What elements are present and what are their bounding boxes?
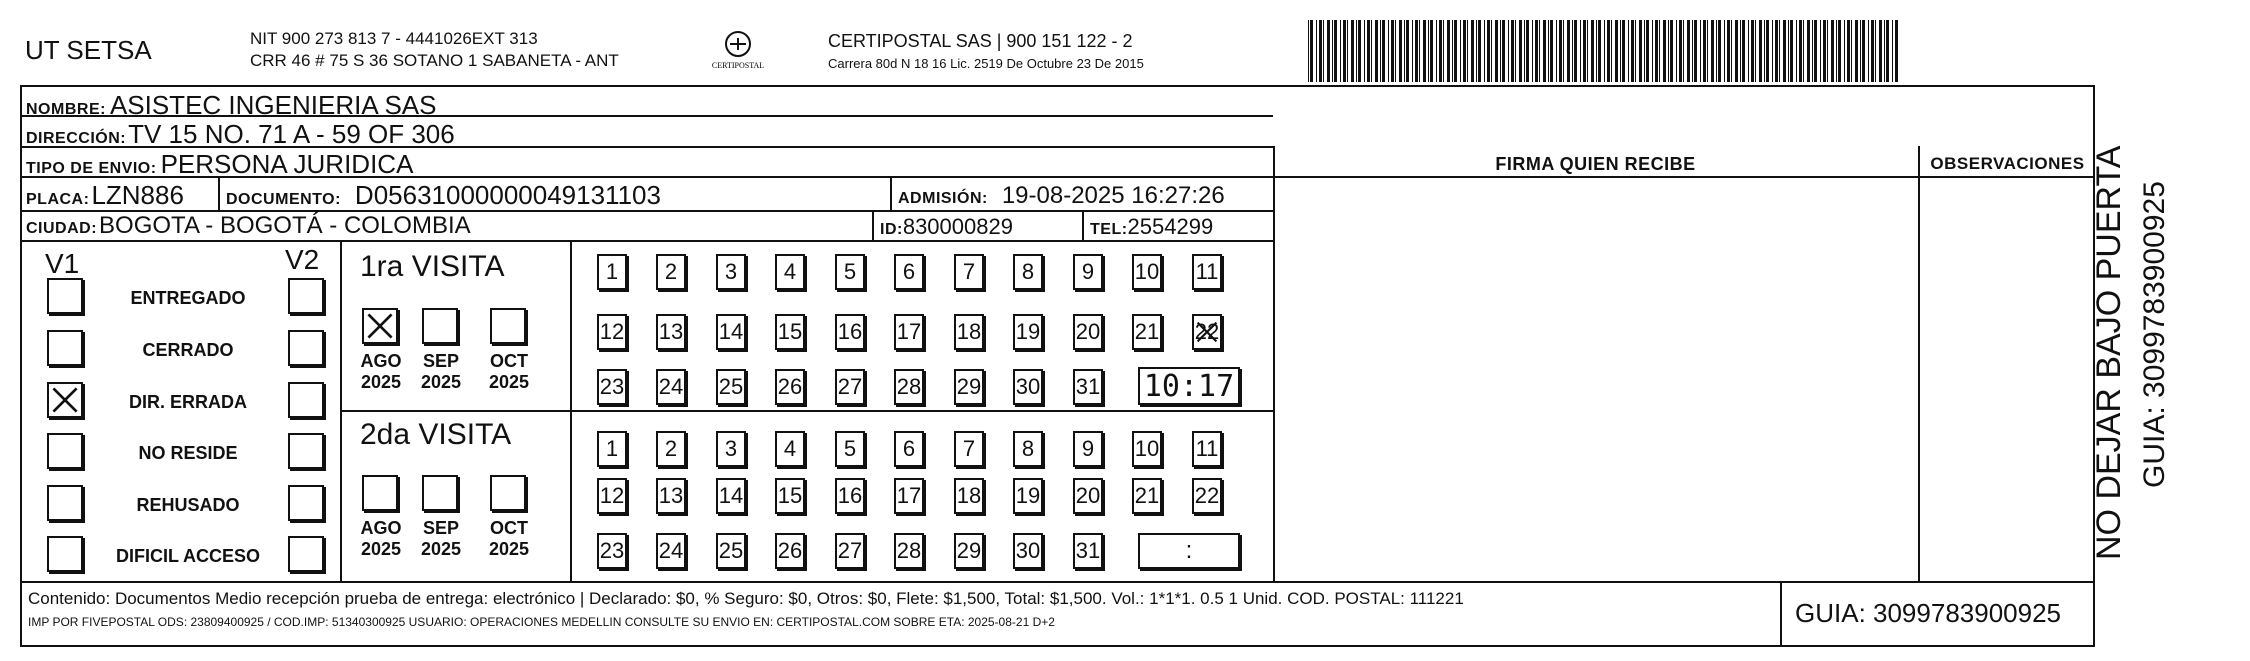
day-box[interactable]: 2 bbox=[656, 254, 686, 290]
barcode-bar bbox=[1847, 20, 1850, 82]
barcode-bar bbox=[1631, 20, 1634, 82]
barcode-bar bbox=[1375, 20, 1378, 82]
checkbox-v1[interactable] bbox=[47, 433, 83, 469]
barcode-bar bbox=[1484, 20, 1485, 82]
barcode-bar bbox=[1327, 20, 1330, 82]
visit1-title: 1ra VISITA bbox=[360, 250, 505, 283]
barcode-bar bbox=[1583, 20, 1586, 82]
day-box[interactable]: 24 bbox=[656, 369, 686, 405]
barcode-bar bbox=[1460, 20, 1461, 82]
barcode-bar bbox=[1879, 20, 1882, 82]
day-box[interactable]: 29 bbox=[954, 533, 984, 569]
checkbox-v2[interactable] bbox=[288, 382, 324, 418]
barcode-bar bbox=[1700, 20, 1701, 82]
barcode-bar bbox=[1598, 20, 1601, 82]
day-box[interactable]: 17 bbox=[894, 314, 924, 350]
barcode-bar bbox=[1367, 20, 1370, 82]
checkbox-v2[interactable] bbox=[288, 278, 324, 314]
day-box[interactable]: 14 bbox=[716, 314, 746, 350]
side-warning: NO DEJAR BAJO PUERTA bbox=[2090, 145, 2128, 560]
barcode-bar bbox=[1779, 20, 1780, 82]
barcode-bar bbox=[1727, 20, 1730, 82]
day-box[interactable]: 16 bbox=[835, 314, 865, 350]
barcode-bar bbox=[1812, 20, 1813, 82]
barcode-bar bbox=[1535, 20, 1538, 82]
footer-line2: IMP POR FIVEPOSTAL ODS: 23809400925 / COD.IMP: 51340300925 USUARIO: OPERACIONES MEDELLIN CONSULTE SU ENVIO EN: CERTIPOSTAL.COM SOBRE ETA: 2025-08-21 D+2 bbox=[28, 615, 1055, 629]
barcode-bar bbox=[1596, 20, 1597, 82]
day-box[interactable]: 23 bbox=[597, 533, 627, 569]
barcode-bar bbox=[1838, 20, 1841, 82]
barcode-bar bbox=[1755, 20, 1756, 82]
day-box[interactable]: 2 bbox=[656, 431, 686, 467]
day-box[interactable]: 12 bbox=[597, 314, 627, 350]
day-box[interactable]: 27 bbox=[835, 369, 865, 405]
barcode-bar bbox=[1683, 20, 1684, 82]
barcode-bar bbox=[1580, 20, 1581, 82]
visit2-time-box: : bbox=[1138, 533, 1240, 569]
day-box[interactable]: 1 bbox=[597, 431, 627, 467]
day-box[interactable]: 20 bbox=[1073, 314, 1103, 350]
barcode-bar bbox=[1539, 20, 1540, 82]
day-box[interactable]: 19 bbox=[1013, 314, 1043, 350]
tipo-value: PERSONA JURIDICA bbox=[160, 149, 414, 179]
barcode-bar bbox=[1404, 20, 1405, 82]
barcode-bar bbox=[1399, 20, 1402, 82]
barcode-bar bbox=[1703, 20, 1706, 82]
divider-guia bbox=[1780, 581, 1782, 647]
visit1-time-box: 10:17 bbox=[1138, 367, 1240, 405]
x-mark-icon bbox=[1194, 316, 1220, 348]
divider-firma bbox=[1273, 146, 1275, 581]
day-box[interactable]: 4 bbox=[775, 431, 805, 467]
documento-label: DOCUMENTO: bbox=[226, 191, 341, 208]
checkbox-v1[interactable] bbox=[47, 330, 83, 366]
day-box[interactable]: 22 bbox=[1192, 314, 1222, 350]
barcode-bar bbox=[1775, 20, 1778, 82]
barcode-bar bbox=[1875, 20, 1876, 82]
barcode-bar bbox=[1716, 20, 1717, 82]
barcode-bar bbox=[1395, 20, 1396, 82]
barcode-bar bbox=[1855, 20, 1858, 82]
day-box[interactable]: 21 bbox=[1132, 478, 1162, 514]
barcode bbox=[1308, 20, 1900, 82]
day-box[interactable]: 31 bbox=[1073, 533, 1103, 569]
barcode-bar bbox=[1607, 20, 1610, 82]
day-box[interactable]: 19 bbox=[1013, 478, 1043, 514]
barcode-bar bbox=[1831, 20, 1834, 82]
day-box[interactable]: 22 bbox=[1192, 478, 1222, 514]
barcode-bar bbox=[1358, 20, 1361, 82]
barcode-bar bbox=[1764, 20, 1765, 82]
barcode-bar bbox=[1443, 20, 1444, 82]
placa-value: LZN886 bbox=[91, 180, 184, 210]
day-box[interactable]: 26 bbox=[775, 533, 805, 569]
barcode-bar bbox=[1670, 20, 1673, 82]
certipostal-line: CERTIPOSTAL SAS | 900 151 122 - 2 bbox=[828, 31, 1133, 51]
visit2-title: 2da VISITA bbox=[360, 418, 512, 451]
admision-label: ADMISIÓN: bbox=[898, 190, 988, 207]
barcode-bar bbox=[1319, 20, 1322, 82]
checkbox-v2[interactable] bbox=[288, 485, 324, 521]
day-box[interactable]: 10 bbox=[1132, 254, 1162, 290]
barcode-bar bbox=[1591, 20, 1594, 82]
day-box[interactable]: 15 bbox=[775, 314, 805, 350]
checkbox-v1[interactable] bbox=[47, 382, 83, 418]
barcode-bar bbox=[1711, 20, 1714, 82]
barcode-bar bbox=[1655, 20, 1658, 82]
barcode-bar bbox=[1532, 20, 1533, 82]
month-label: SEP 2025 bbox=[420, 351, 462, 392]
barcode-bar bbox=[1572, 20, 1573, 82]
certipostal-logo bbox=[708, 30, 768, 78]
ciudad-label: CIUDAD: bbox=[26, 220, 98, 237]
barcode-bar bbox=[1563, 20, 1564, 82]
divider-obs bbox=[1918, 146, 1920, 581]
checkbox-v2[interactable] bbox=[288, 536, 324, 572]
barcode-bar bbox=[1548, 20, 1549, 82]
barcode-bar bbox=[1436, 20, 1437, 82]
barcode-bar bbox=[1759, 20, 1762, 82]
barcode-bar bbox=[1628, 20, 1629, 82]
month-checkbox[interactable] bbox=[422, 475, 458, 511]
barcode-bar bbox=[1844, 20, 1845, 82]
barcode-bar bbox=[1491, 20, 1492, 82]
day-box[interactable]: 15 bbox=[775, 478, 805, 514]
barcode-bar bbox=[1526, 20, 1529, 82]
day-box[interactable]: 25 bbox=[716, 533, 746, 569]
barcode-bar bbox=[1860, 20, 1861, 82]
status-label: REHUSADO bbox=[136, 495, 240, 515]
barcode-bar bbox=[1347, 20, 1348, 82]
barcode-bar bbox=[1788, 20, 1789, 82]
month-label: OCT 2025 bbox=[488, 351, 530, 392]
day-box[interactable]: 8 bbox=[1013, 431, 1043, 467]
barcode-bar bbox=[1382, 20, 1385, 82]
barcode-bar bbox=[1659, 20, 1660, 82]
tipo-label: TIPO DE ENVIO: bbox=[26, 160, 157, 177]
barcode-bar bbox=[1615, 20, 1618, 82]
row-line bbox=[20, 581, 2095, 583]
day-box[interactable]: 9 bbox=[1073, 254, 1103, 290]
barcode-bar bbox=[1884, 20, 1885, 82]
barcode-bar bbox=[1820, 20, 1821, 82]
row-line bbox=[20, 240, 1273, 242]
barcode-bar bbox=[1467, 20, 1468, 82]
x-mark-icon bbox=[364, 310, 396, 342]
barcode-bar bbox=[1718, 20, 1721, 82]
barcode-bar bbox=[1308, 20, 1309, 82]
barcode-bar bbox=[1807, 20, 1810, 82]
day-box[interactable]: 1 bbox=[597, 254, 627, 290]
month-checkbox[interactable] bbox=[490, 475, 526, 511]
barcode-bar bbox=[1495, 20, 1498, 82]
day-box[interactable]: 13 bbox=[656, 478, 686, 514]
admision-value: 19-08-2025 16:27:26 bbox=[1001, 182, 1225, 209]
barcode-bar bbox=[1604, 20, 1605, 82]
barcode-bar bbox=[1471, 20, 1474, 82]
barcode-bar bbox=[1340, 20, 1341, 82]
day-box[interactable]: 11 bbox=[1192, 431, 1222, 467]
checkbox-v1[interactable] bbox=[47, 278, 83, 314]
barcode-bar bbox=[1332, 20, 1333, 82]
barcode-bar bbox=[1862, 20, 1865, 82]
barcode-bar bbox=[1707, 20, 1708, 82]
barcode-bar bbox=[1574, 20, 1577, 82]
barcode-bar bbox=[1419, 20, 1420, 82]
placa-label: PLACA: bbox=[26, 191, 90, 208]
day-box[interactable]: 18 bbox=[954, 314, 984, 350]
day-box[interactable]: 4 bbox=[775, 254, 805, 290]
barcode-bar bbox=[1412, 20, 1413, 82]
barcode-bar bbox=[1796, 20, 1797, 82]
barcode-bar bbox=[1463, 20, 1466, 82]
barcode-bar bbox=[1524, 20, 1525, 82]
barcode-bar bbox=[1508, 20, 1509, 82]
barcode-bar bbox=[1724, 20, 1725, 82]
day-box[interactable]: 9 bbox=[1073, 431, 1103, 467]
day-box[interactable]: 13 bbox=[656, 314, 686, 350]
barcode-bar bbox=[1731, 20, 1732, 82]
barcode-bar bbox=[1783, 20, 1786, 82]
barcode-bar bbox=[1428, 20, 1429, 82]
checkbox-v2[interactable] bbox=[288, 433, 324, 469]
barcode-bar bbox=[1380, 20, 1381, 82]
barcode-bar bbox=[1635, 20, 1636, 82]
barcode-bar bbox=[1663, 20, 1666, 82]
day-box[interactable]: 20 bbox=[1073, 478, 1103, 514]
month-label: AGO 2025 bbox=[360, 518, 402, 559]
barcode-bar bbox=[1622, 20, 1625, 82]
barcode-bar bbox=[1316, 20, 1317, 82]
barcode-bar bbox=[1836, 20, 1837, 82]
id-value: 830000829 bbox=[902, 214, 1013, 239]
barcode-bar bbox=[1511, 20, 1514, 82]
day-box[interactable]: 7 bbox=[954, 254, 984, 290]
barcode-bar bbox=[1803, 20, 1804, 82]
month-label: SEP 2025 bbox=[420, 518, 462, 559]
day-box[interactable]: 6 bbox=[894, 254, 924, 290]
day-box[interactable]: 8 bbox=[1013, 254, 1043, 290]
barcode-bar bbox=[1388, 20, 1389, 82]
barcode-bar bbox=[1343, 20, 1346, 82]
divider-admision bbox=[890, 176, 892, 210]
barcode-bar bbox=[1371, 20, 1372, 82]
status-label: DIFICIL ACCESO bbox=[115, 546, 260, 566]
day-box[interactable]: 31 bbox=[1073, 369, 1103, 405]
barcode-bar bbox=[1611, 20, 1612, 82]
barcode-bar bbox=[1827, 20, 1828, 82]
barcode-bar bbox=[1502, 20, 1505, 82]
v1-label: V1 bbox=[45, 248, 80, 279]
barcode-bar bbox=[1676, 20, 1677, 82]
observaciones-header: OBSERVACIONES bbox=[1930, 154, 2085, 173]
barcode-bar bbox=[1748, 20, 1749, 82]
nombre-label: NOMBRE: bbox=[26, 101, 106, 118]
barcode-bar bbox=[1668, 20, 1669, 82]
barcode-bar bbox=[1868, 20, 1869, 82]
company-name: UT SETSA bbox=[25, 35, 152, 65]
barcode-bar bbox=[1814, 20, 1817, 82]
tel-label: TEL: bbox=[1090, 221, 1128, 238]
barcode-bar bbox=[1620, 20, 1621, 82]
day-box[interactable]: 16 bbox=[835, 478, 865, 514]
month-checkbox[interactable] bbox=[362, 475, 398, 511]
barcode-bar bbox=[1679, 20, 1682, 82]
barcode-bar bbox=[1391, 20, 1394, 82]
day-box[interactable]: 26 bbox=[775, 369, 805, 405]
divider-id bbox=[872, 210, 874, 240]
visit-split-line bbox=[340, 410, 1273, 412]
footer-guia: GUIA: 3099783900925 bbox=[1795, 598, 2061, 628]
day-box[interactable]: 3 bbox=[716, 254, 746, 290]
month-label: AGO 2025 bbox=[360, 351, 402, 392]
firma-header-line bbox=[1273, 176, 2093, 178]
side-guia: GUIA: 3099783900925 bbox=[2138, 181, 2171, 488]
barcode-bar bbox=[1487, 20, 1490, 82]
month-checkbox[interactable] bbox=[362, 308, 398, 344]
barcode-bar bbox=[1423, 20, 1426, 82]
barcode-bar bbox=[1543, 20, 1546, 82]
barcode-bar bbox=[1415, 20, 1418, 82]
barcode-bar bbox=[1766, 20, 1769, 82]
barcode-bar bbox=[1452, 20, 1453, 82]
barcode-bar bbox=[1454, 20, 1457, 82]
barcode-bar bbox=[1694, 20, 1697, 82]
day-box[interactable]: 14 bbox=[716, 478, 746, 514]
certipostal-sub: Carrera 80d N 18 16 Lic. 2519 De Octubre 23 De 2015 bbox=[828, 56, 1144, 71]
day-box[interactable]: 30 bbox=[1013, 533, 1043, 569]
barcode-bar bbox=[1447, 20, 1450, 82]
barcode-bar bbox=[1892, 20, 1893, 82]
day-box[interactable]: 28 bbox=[894, 533, 924, 569]
barcode-bar bbox=[1790, 20, 1793, 82]
barcode-bar bbox=[1439, 20, 1442, 82]
barcode-bar bbox=[1364, 20, 1365, 82]
barcode-bar bbox=[1742, 20, 1745, 82]
day-box[interactable]: 6 bbox=[894, 431, 924, 467]
barcode-bar bbox=[1692, 20, 1693, 82]
day-box[interactable]: 25 bbox=[716, 369, 746, 405]
day-box[interactable]: 11 bbox=[1192, 254, 1222, 290]
barcode-bar bbox=[1550, 20, 1553, 82]
barcode-bar bbox=[1559, 20, 1562, 82]
barcode-bar bbox=[1851, 20, 1852, 82]
logo-text: CERTIPOSTAL bbox=[711, 61, 765, 70]
barcode-bar bbox=[1334, 20, 1337, 82]
barcode-bar bbox=[1515, 20, 1516, 82]
status-label: CERRADO bbox=[142, 340, 234, 360]
day-box[interactable]: 28 bbox=[894, 369, 924, 405]
direccion-label: DIRECCIÓN: bbox=[26, 130, 127, 147]
tel-value: 2554299 bbox=[1127, 214, 1214, 239]
day-box[interactable]: 10 bbox=[1132, 431, 1162, 467]
barcode-bar bbox=[1406, 20, 1409, 82]
barcode-bar bbox=[1735, 20, 1738, 82]
barcode-bar bbox=[1323, 20, 1324, 82]
barcode-bar bbox=[1356, 20, 1357, 82]
day-box[interactable]: 29 bbox=[954, 369, 984, 405]
documento-value: D05631000000049131103 bbox=[354, 180, 661, 210]
day-box[interactable]: 7 bbox=[954, 431, 984, 467]
barcode-bar bbox=[1556, 20, 1557, 82]
day-box[interactable]: 24 bbox=[656, 533, 686, 569]
barcode-bar bbox=[1478, 20, 1481, 82]
nit-line: NIT 900 273 813 7 - 4441026EXT 313 bbox=[250, 29, 538, 48]
barcode-bar bbox=[1895, 20, 1898, 82]
barcode-bar bbox=[1567, 20, 1570, 82]
barcode-bar bbox=[1799, 20, 1802, 82]
day-box[interactable]: 5 bbox=[835, 254, 865, 290]
barcode-bar bbox=[1587, 20, 1588, 82]
barcode-bar bbox=[1871, 20, 1874, 82]
footer-line1: Contenido: Documentos Medio recepción prueba de entrega: electrónico | Declarado: $0, % Seguro: $0, Otros: $0, Flete: $1,500, Total: $1,500. Vol.: 1*1*1. 0.5 1 Unid. COD. POSTAL: 111221 bbox=[28, 589, 1464, 608]
barcode-bar bbox=[1646, 20, 1649, 82]
barcode-bar bbox=[1740, 20, 1741, 82]
day-box[interactable]: 3 bbox=[716, 431, 746, 467]
divider-tel bbox=[1082, 210, 1084, 240]
barcode-bar bbox=[1644, 20, 1645, 82]
barcode-bar bbox=[1687, 20, 1690, 82]
checkbox-v1[interactable] bbox=[47, 536, 83, 572]
barcode-bar bbox=[1430, 20, 1433, 82]
month-label: OCT 2025 bbox=[488, 518, 530, 559]
day-box[interactable]: 30 bbox=[1013, 369, 1043, 405]
month-checkbox[interactable] bbox=[490, 308, 526, 344]
day-box[interactable]: 12 bbox=[597, 478, 627, 514]
barcode-bar bbox=[1772, 20, 1773, 82]
divider-placa bbox=[218, 176, 220, 210]
barcode-bar bbox=[1351, 20, 1354, 82]
x-mark-icon bbox=[49, 384, 81, 416]
ciudad-value: BOGOTA - BOGOTÁ - COLOMBIA bbox=[99, 212, 471, 239]
nombre-value: ASISTEC INGENIERIA SAS bbox=[109, 90, 437, 120]
barcode-bar bbox=[1823, 20, 1826, 82]
barcode-bar bbox=[1519, 20, 1522, 82]
checkbox-v2[interactable] bbox=[288, 330, 324, 366]
status-label: DIR. ERRADA bbox=[128, 392, 247, 412]
day-box[interactable]: 17 bbox=[894, 478, 924, 514]
firma-header: FIRMA QUIEN RECIBE bbox=[1495, 154, 1696, 174]
checkbox-v1[interactable] bbox=[47, 485, 83, 521]
direccion-value: TV 15 NO. 71 A - 59 OF 306 bbox=[128, 119, 455, 149]
day-box[interactable]: 5 bbox=[835, 431, 865, 467]
address-line: CRR 46 # 75 S 36 SOTANO 1 SABANETA - ANT bbox=[250, 51, 619, 70]
day-box[interactable]: 27 bbox=[835, 533, 865, 569]
month-checkbox[interactable] bbox=[422, 308, 458, 344]
barcode-bar bbox=[1652, 20, 1653, 82]
day-box[interactable]: 23 bbox=[597, 369, 627, 405]
status-label: ENTREGADO bbox=[130, 288, 246, 308]
status-label: NO RESIDE bbox=[138, 443, 238, 463]
barcode-bar bbox=[1886, 20, 1889, 82]
barcode-bar bbox=[1500, 20, 1501, 82]
barcode-bar bbox=[1310, 20, 1313, 82]
day-box[interactable]: 18 bbox=[954, 478, 984, 514]
barcode-bar bbox=[1751, 20, 1754, 82]
barcode-bar bbox=[1476, 20, 1477, 82]
barcode-bar bbox=[1639, 20, 1642, 82]
v2-label: V2 bbox=[285, 244, 320, 275]
day-box[interactable]: 21 bbox=[1132, 314, 1162, 350]
id-label: ID: bbox=[880, 221, 903, 238]
